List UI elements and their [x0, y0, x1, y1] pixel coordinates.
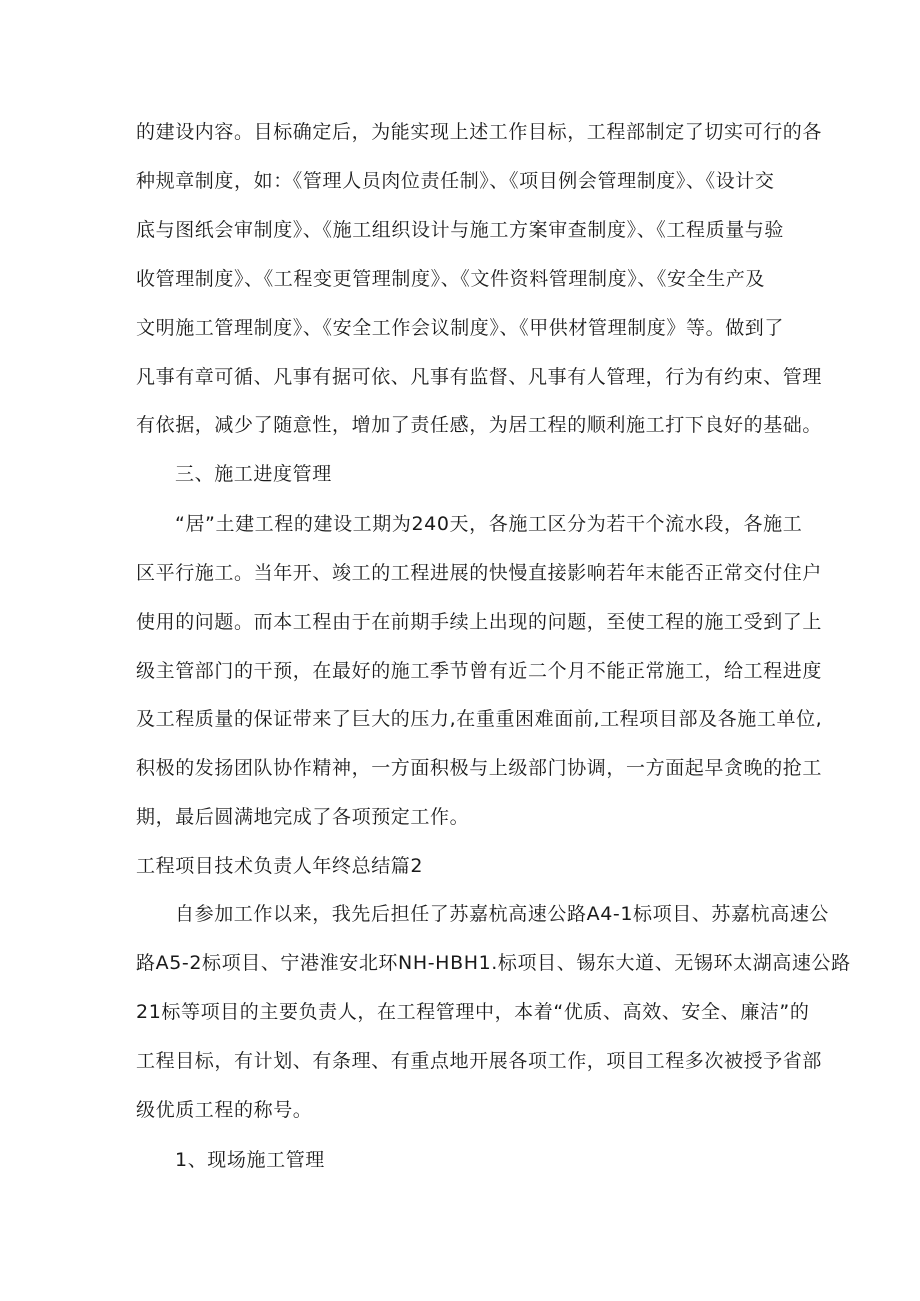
- section-heading: 三、施工进度管理: [175, 463, 332, 485]
- paragraph-line: 底与图纸会审制度》、《施工组织设计与施工方案审查制度》、《工程质量与验: [136, 219, 785, 241]
- paragraph-line: 有依据，减少了随意性，增加了责任感，为居工程的顺利施工打下良好的基础。: [136, 414, 823, 436]
- paragraph-line: 区平行施工。当年开、竣工的工程进展的快慢直接影响若年末能否正常交付住户: [136, 562, 823, 584]
- paragraph-line: 使用的问题。而本工程由于在前期手续上出现的问题，至使工程的施工受到了上: [136, 611, 823, 633]
- paragraph-line: 期，最后圆满地完成了各项预定工作。: [136, 806, 470, 828]
- paragraph-line: 积极的发扬团队协作精神，一方面积极与上级部门协调，一方面起早贪晚的抢工: [136, 757, 823, 779]
- paragraph-line: 21标等项目的主要负责人，在工程管理中，本着“优质、高效、安全、廉洁”的: [136, 1001, 810, 1023]
- paragraph-line: 凡事有章可循、凡事有据可依、凡事有监督、凡事有人管理，行为有约束、管理: [136, 366, 823, 388]
- paragraph-line: 级主管部门的干预，在最好的施工季节曾有近二个月不能正常施工，给工程进度: [136, 660, 823, 682]
- paragraph-line: 种规章制度，如：《管理人员肉位责任制》、《项目例会管理制度》、《设计交: [136, 170, 775, 192]
- paragraph-line: 的建设内容。目标确定后，为能实现上述工作目标，工程部制定了切实可行的各: [136, 121, 823, 143]
- paragraph-line: 文明施工管理制度》、《安全工作会议制度》、《甲供材管理制度》等。做到了: [136, 317, 785, 339]
- paragraph-line: 级优质工程的称号。: [136, 1099, 313, 1121]
- paragraph-line: “居”土建工程的建设工期为240天，各施工区分为若干个流水段，各施工: [175, 513, 803, 535]
- paragraph-line: 工程目标，有计划、有条理、有重点地开展各项工作，项目工程多次被授予省部: [136, 1050, 823, 1072]
- article-title: 工程项目技术负责人年终总结篇2: [136, 855, 424, 877]
- paragraph-line: 收管理制度》、《工程变更管理制度》、《文件资料管理制度》、《安全生产及: [136, 268, 766, 290]
- paragraph-line: 路A5-2标项目、宁港淮安北环NH-HBH1.标项目、锡东大道、无锡环太湖高速公路: [136, 952, 851, 974]
- paragraph-line: 及工程质量的保证带来了巨大的压力,在重重困难面前,工程项目部及各施工单位,: [136, 708, 823, 730]
- paragraph-line: 自参加工作以来，我先后担任了苏嘉杭高速公路A4-1标项目、苏嘉杭高速公: [175, 903, 830, 925]
- subsection-heading: 1、现场施工管理: [175, 1149, 325, 1171]
